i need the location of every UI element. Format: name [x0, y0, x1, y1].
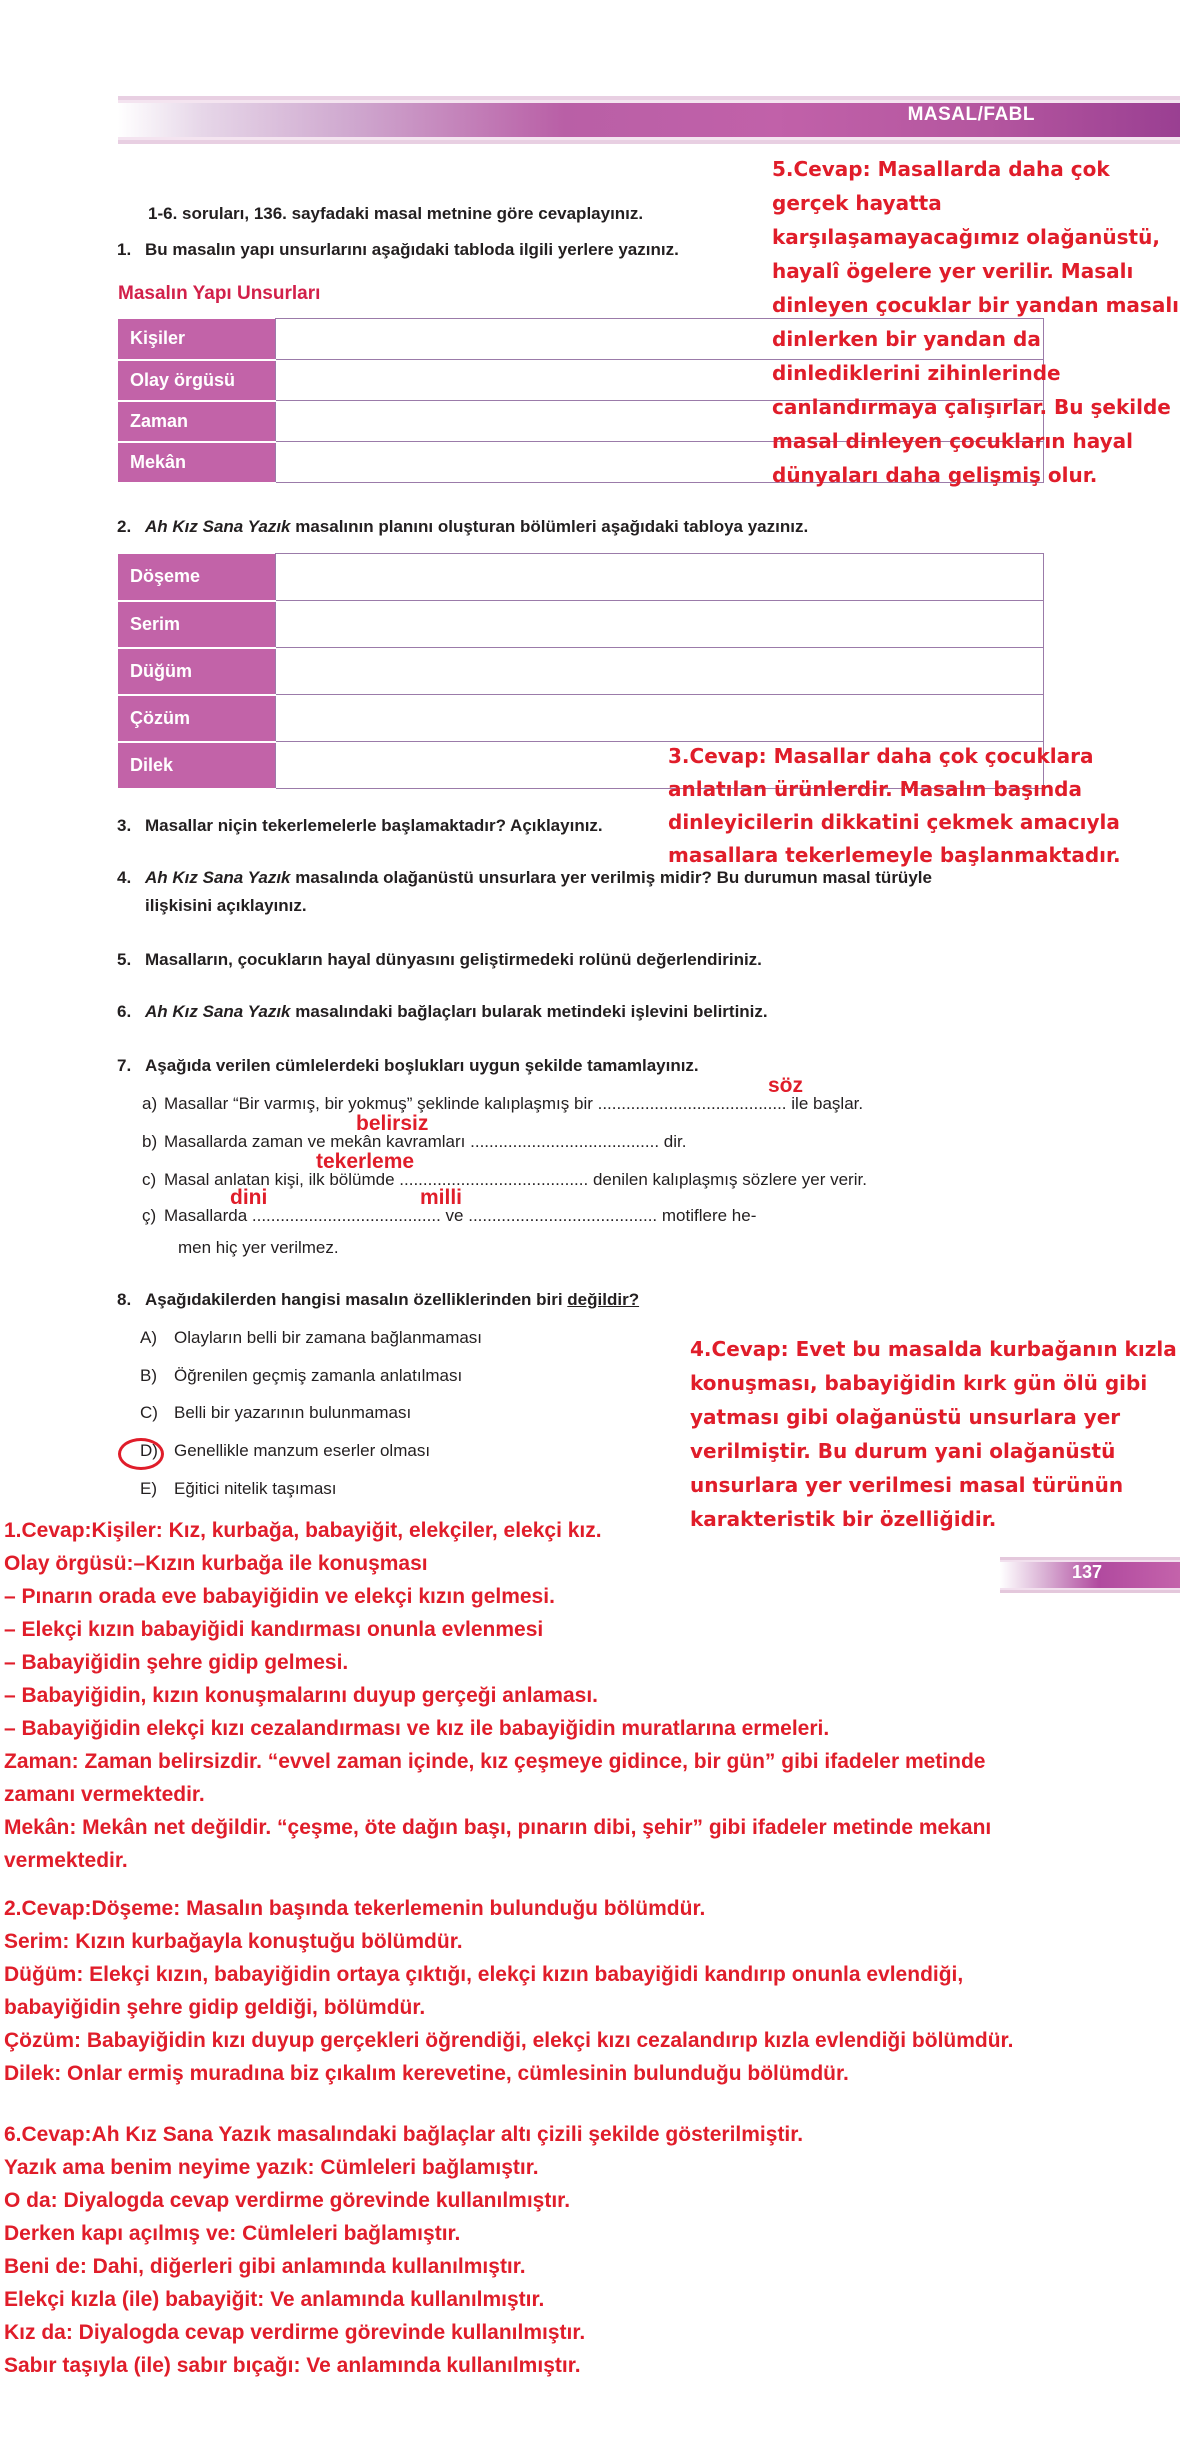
- answer-cell[interactable]: [276, 695, 1044, 742]
- question-8: [117, 1290, 639, 1310]
- row-label: Mekân: [118, 442, 276, 483]
- row-label: Olay örgüsü: [118, 360, 276, 401]
- question-6: [117, 1002, 768, 1022]
- answer-2-block: 2.Cevap:Döşeme: Masalın başında tekerlemenin bulunduğu bölümdür. Serim: Kızın kurbağayla konuştuğu bölümdür. Düğüm: Elekçi kızın, babayiğidin ortaya çıktığı, elekçi kızın babayiğidi kandırıp onunla evlendiği, babayiğidin şehre gidip geldiği, bölümdür. Çözüm: Babayiğidin kızı duyup gerçekleri öğrendiği, elekçi kızı cezalandırıp kızla evlendiği bölümdür. Dilek: Onlar ermiş muradına biz çıkalım kerevetine, cümlesinin bulunduğu bölümdür.: [4, 1897, 1014, 2085]
- structure-table-title: Masalın Yapı Unsurları: [118, 283, 321, 304]
- row-label: Serim: [118, 601, 276, 648]
- question-text: masalındaki bağlaçları bularak metindeki işlevini belirtiniz.: [290, 1002, 768, 1021]
- blank-answer-c-cedilla-2: milli: [420, 1186, 463, 1209]
- question-text: masalında olağanüstü unsurlara yer verilmiş midir? Bu durumun masal türüyle: [290, 868, 932, 887]
- question-7: [117, 1056, 699, 1076]
- blank-dots[interactable]: ........................................: [597, 1094, 787, 1113]
- question-3: [117, 816, 603, 836]
- intro-instruction: 1-6. soruları, 136. sayfadaki masal metnine göre cevaplayınız.: [148, 204, 644, 223]
- question-text: Aşağıdakilerden hangisi masalın özelliklerinden biri: [145, 1290, 568, 1309]
- question-number: 5.: [117, 950, 132, 969]
- question-text: Masallar niçin tekerlemelerle başlamaktadır? Açıklayınız.: [145, 816, 603, 835]
- blank-answer-a: söz: [768, 1074, 804, 1097]
- question-number: 8.: [117, 1290, 132, 1309]
- story-title: Ah Kız Sana Yazık: [145, 517, 291, 536]
- row-label: Döşeme: [118, 554, 276, 601]
- question-number: 3.: [117, 816, 132, 835]
- question-text: masalının planını oluşturan bölümleri aşağıdaki tabloya yazınız.: [290, 517, 809, 536]
- story-title: Ah Kız Sana Yazık: [145, 868, 291, 887]
- question-number: 2.: [117, 517, 132, 536]
- option-e[interactable]: E) Eğitici nitelik taşıması: [140, 1479, 337, 1498]
- question-text: Aşağıda verilen cümlelerdeki boşlukları uygun şekilde tamamlayınız.: [145, 1056, 699, 1075]
- story-title: Ah Kız Sana Yazık: [145, 1002, 291, 1021]
- answer-4-block: 4.Cevap: Evet bu masalda kurbağanın kızla konuşması, babayiğidin kırk gün ölü gibi yatması gibi olağanüstü unsurlara yer verilmiştir. Bu durum yani olağanüstü unsurlara yer verilmesi masal türünün karakteristik bir özelliğidir.: [690, 1337, 1177, 1531]
- underlined-word: değildir?: [567, 1290, 640, 1309]
- question-number: 4.: [117, 868, 132, 887]
- blank-dots[interactable]: ........................................: [468, 1206, 658, 1225]
- answer-cell[interactable]: [276, 554, 1044, 601]
- answer-cell[interactable]: [276, 601, 1044, 648]
- question-number: 6.: [117, 1002, 132, 1021]
- row-label: Çözüm: [118, 695, 276, 742]
- answer-5-block: 5.Cevap: Masallarda daha çok gerçek hayatta karşılaşamayacağımız olağanüstü, hayalî ögelere yer verilir. Masalı dinleyen çocuklar bir yandan masalı dinlerken bir yandan da dinlediklerini zihinlerinde canlandırmaya çalışırlar. Bu şekilde masal dinleyen çocukların hayal dünyaları daha gelişmiş olur.: [772, 157, 1180, 487]
- blank-answer-b: belirsiz: [356, 1112, 429, 1135]
- row-label: Zaman: [118, 401, 276, 442]
- section-title: MASAL/FABL: [907, 104, 1035, 125]
- question-1: [117, 240, 679, 260]
- question-text: Bu masalın yapı unsurlarını aşağıdaki tabloda ilgili yerlere yazınız.: [145, 240, 679, 259]
- selected-answer-circle: [118, 1438, 164, 1470]
- question-number: 1.: [117, 240, 132, 259]
- row-label: Dilek: [118, 742, 276, 789]
- option-c[interactable]: C) Belli bir yazarının bulunmaması: [140, 1403, 412, 1422]
- question-number: 7.: [117, 1056, 132, 1075]
- fill-blank-c: c) Masal anlatan kişi, ilk bölümde ........................................ denilen kalıplaşmış sözlere yer verir.: [142, 1170, 867, 1189]
- answer-cell[interactable]: [276, 648, 1044, 695]
- question-4-line-2: ilişkisini açıklayınız.: [145, 896, 307, 915]
- fill-blank-a: a) Masallar “Bir varmış, bir yokmuş” şeklinde kalıplaşmış bir ........................................ ile başlar.: [142, 1094, 864, 1113]
- blank-dots[interactable]: ........................................: [399, 1170, 589, 1189]
- blank-answer-c-cedilla-1: dini: [230, 1186, 268, 1209]
- row-label: Kişiler: [118, 319, 276, 360]
- fill-blank-c-cedilla-line-2: men hiç yer verilmez.: [178, 1238, 339, 1257]
- question-text: Masalların, çocukların hayal dünyasını geliştirmedeki rolünü değerlendiriniz.: [145, 950, 762, 969]
- answer-6-block: 6.Cevap:Ah Kız Sana Yazık masalındaki bağlaçlar altı çizili şekilde gösterilmiştir. Yazık ama benim neyime yazık: Cümleleri bağlamıştır. O da: Diyalogda cevap verdirme görevinde kullanılmıştır. Derken kapı açılmış ve: Cümleleri bağlamıştır. Beni de: Dahi, diğerleri gibi anlamında kullanılmıştır. Elekçi kızla (ile) babayiğit: Ve anlamında kullanılmıştır. Kız da: Diyalogda cevap verdirme görevinde kullanılmıştır. Sabır taşıyla (ile) sabır bıçağı: Ve anlamında kullanılmıştır.: [4, 2123, 804, 2377]
- question-2: [117, 517, 808, 537]
- answer-1-block: 1.Cevap:Kişiler: Kız, kurbağa, babayiğit, elekçiler, elekçi kız. Olay örgüsü:–Kızın kurbağa ile konuşması – Pınarın orada eve babayiğidin ve elekçi kızın gelmesi. – Elekçi kızın babayiğidi kandırması onunla evlenmesi – Babayiğidin şehre gidip gelmesi. – Babayiğidin, kızın konuşmalarını duyup gerçeği anlaması. – Babayiğidin elekçi kızı cezalandırması ve kız ile babayiğidin muratlarına ermeleri. Zaman: Zaman belirsizdir. “evvel zaman içinde, kız çeşmeye gidince, bir gün” gibi ifadeler metinde zamanı vermektedir. Mekân: Mekân net değildir. “çeşme, öte dağın başı, pınarın dibi, şehir” gibi ifadeler metinde mekanı vermektedir.: [4, 1519, 992, 1872]
- option-a[interactable]: A) Olayların belli bir zamana bağlanmaması: [140, 1328, 483, 1347]
- fill-blank-b: b) Masallarda zaman ve mekân kavramları ........................................ dir.: [142, 1132, 687, 1151]
- blank-dots[interactable]: ........................................: [470, 1132, 660, 1151]
- blank-dots[interactable]: ........................................: [251, 1206, 441, 1225]
- fill-blank-c-cedilla: ç) Masallarda ........................................ ve ........................................ motiflere he-: [142, 1206, 757, 1225]
- option-d[interactable]: D) Genellikle manzum eserler olması: [140, 1441, 431, 1460]
- answer-3-block: 3.Cevap: Masallar daha çok çocuklara anlatılan ürünlerdir. Masalın başında dinleyicilerin dikkatini çekmek amacıyla masallara tekerlemeyle başlanmaktadır.: [668, 744, 1121, 867]
- blank-answer-c: tekerleme: [316, 1150, 415, 1173]
- question-5: [117, 950, 762, 970]
- option-b[interactable]: B) Öğrenilen geçmiş zamanla anlatılması: [140, 1366, 463, 1385]
- row-label: Düğüm: [118, 648, 276, 695]
- page-number: 137: [1072, 1562, 1103, 1582]
